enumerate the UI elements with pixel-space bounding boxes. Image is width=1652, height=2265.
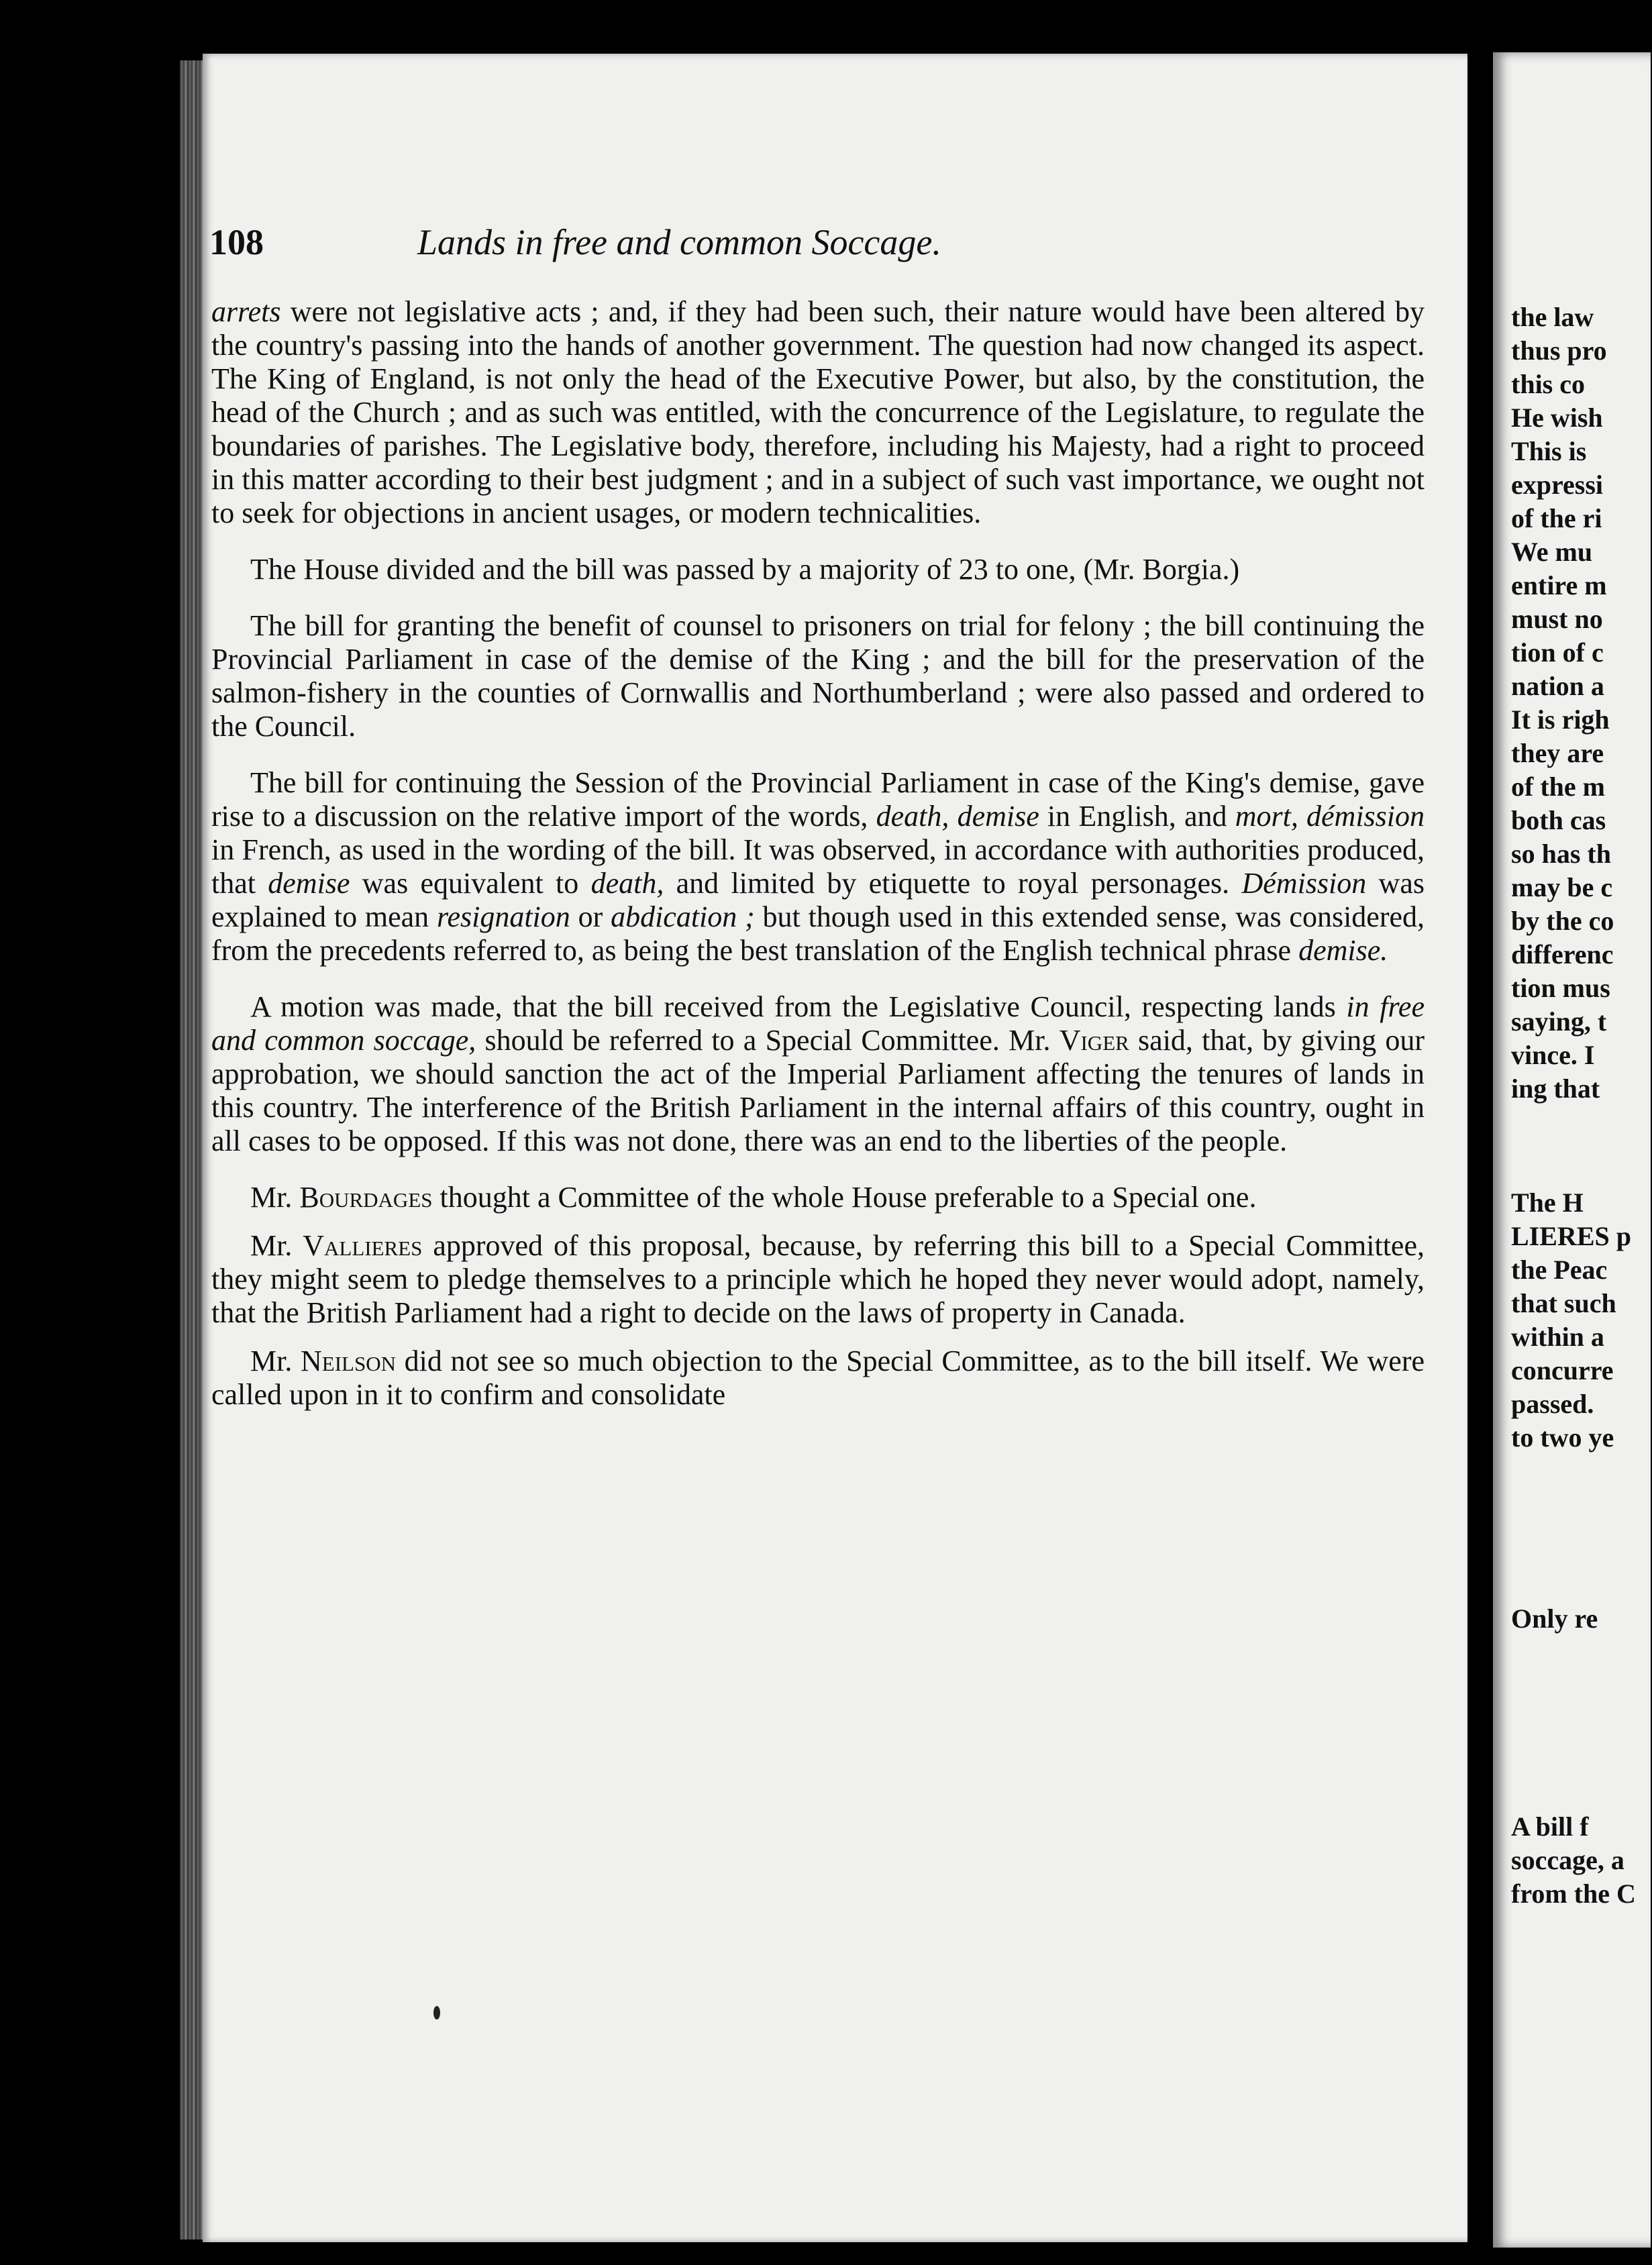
right-gap	[1511, 1106, 1652, 1186]
right-line: from the C	[1511, 1879, 1636, 1909]
ink-spot	[433, 2006, 440, 2019]
right-gap	[1511, 1455, 1652, 1602]
right-line: this co	[1511, 369, 1585, 399]
right-line: LIERES p	[1511, 1221, 1631, 1251]
right-line: thus pro	[1511, 335, 1607, 366]
right-line: of the m	[1511, 772, 1605, 802]
page-number: 108	[209, 222, 264, 262]
paragraph-4: The bill for continuing the Session of the Provincial Parliament in case of the King's demise, gave rise to a discussion on the relative import of the words, death, demise in English, and mort, démission in French, as used in the wording of the bill. It was observed, in accordance with authorities produced, that demise was equivalent to death, and limited by etiquette to royal personages. Démission was explained to mean resignation or abdication ; but though used in this extended sense, was considered, from the precedents referred to, as being the best translation of the English technical phrase demise.	[211, 766, 1425, 967]
right-line: of the ri	[1511, 503, 1602, 533]
right-line: We mu	[1511, 537, 1593, 567]
right-line: tion mus	[1511, 973, 1610, 1003]
running-title: Lands in free and common Soccage.	[417, 222, 941, 262]
right-line: nation a	[1511, 671, 1604, 701]
right-line: The H	[1511, 1188, 1584, 1218]
right-line: both cas	[1511, 805, 1606, 835]
paragraph-7: Mr. Vallieres approved of this proposal, because, by referring this bill to a Special Committee, they might seem to pledge themselves to a principle which he hoped they never would adopt, namely, that the British Parliament had a right to decide on the laws of property in Canada.	[211, 1229, 1425, 1329]
right-line: Only re	[1511, 1603, 1598, 1634]
body-text	[211, 295, 1425, 1932]
right-line: saying, t	[1511, 1006, 1607, 1037]
right-gap	[1511, 1636, 1652, 1810]
right-line: expressi	[1511, 470, 1604, 500]
right-line: concurre	[1511, 1355, 1614, 1385]
right-line: He wish	[1511, 403, 1603, 433]
right-line: they are	[1511, 738, 1604, 768]
right-line: to two ye	[1511, 1422, 1614, 1453]
right-line: vince. I	[1511, 1040, 1595, 1070]
right-line: soccage, a	[1511, 1845, 1624, 1875]
paragraph-6: Mr. Bourdages thought a Committee of the whole House preferable to a Special one.	[250, 1181, 1257, 1214]
right-line: ing that	[1511, 1073, 1600, 1104]
right-line: tion of c	[1511, 637, 1604, 668]
right-line: may be c	[1511, 872, 1613, 902]
running-head	[209, 221, 1256, 282]
right-line: so has th	[1511, 839, 1611, 869]
right-line: differenc	[1511, 939, 1614, 969]
right-line: entire m	[1511, 570, 1607, 600]
right-line: within a	[1511, 1322, 1604, 1352]
right-line: the Peac	[1511, 1255, 1608, 1285]
right-line: It is righ	[1511, 704, 1610, 735]
right-line: that such	[1511, 1288, 1616, 1318]
right-line: This is	[1511, 436, 1587, 466]
paragraph-1: arrets were not legislative acts ; and, if they had been such, their nature would have been altered by the country's passing into the hands of another government. The question had now changed its aspect. The King of England, is not only the head of the Executive Power, but also, by the constitution, the head of the Church ; and as such was entitled, with the concurrence of the Legislature, to regulate the boundaries of parishes. The Legislative body, therefore, including his Majesty, had a right to proceed in this matter according to their best judgment ; and in a subject of such vast importance, we ought not to seek for objections in ancient usages, or modern technicalities.	[211, 295, 1425, 529]
paragraph-8: Mr. Neilson did not see so much objection to the Special Committee, as to the bill itself. We were called upon in it to confirm and consolidate	[211, 1345, 1425, 1411]
right-line: the law	[1511, 302, 1594, 332]
paragraph-5: A motion was made, that the bill received from the Legislative Council, respecting lands in free and common soccage, should be referred to a Special Committee. Mr. Viger said, that, by giving our approbation, we should sanction the act of the Imperial Parliament affecting the tenures of lands in this country. The interference of the British Parliament in the internal affairs of this country, ought in all cases to be opposed. If this was not done, there was an end to the liberties of the people.	[211, 990, 1425, 1157]
right-line: passed.	[1511, 1389, 1594, 1419]
right-line: must no	[1511, 604, 1603, 634]
right-page-text	[1511, 301, 1652, 1909]
right-line: by the co	[1511, 906, 1614, 936]
right-line: A bill f	[1511, 1811, 1589, 1842]
paragraph-3: The bill for granting the benefit of counsel to prisoners on trial for felony ; the bill continuing the Provincial Parliament in case of the demise of the King ; and the bill for the preservation of the salmon-fishery in the counties of Cornwallis and Northumberland ; were also passed and ordered to the Council.	[211, 609, 1425, 743]
paragraph-2: The House divided and the bill was passed by a majority of 23 to one, (Mr. Borgia.)	[250, 553, 1240, 586]
